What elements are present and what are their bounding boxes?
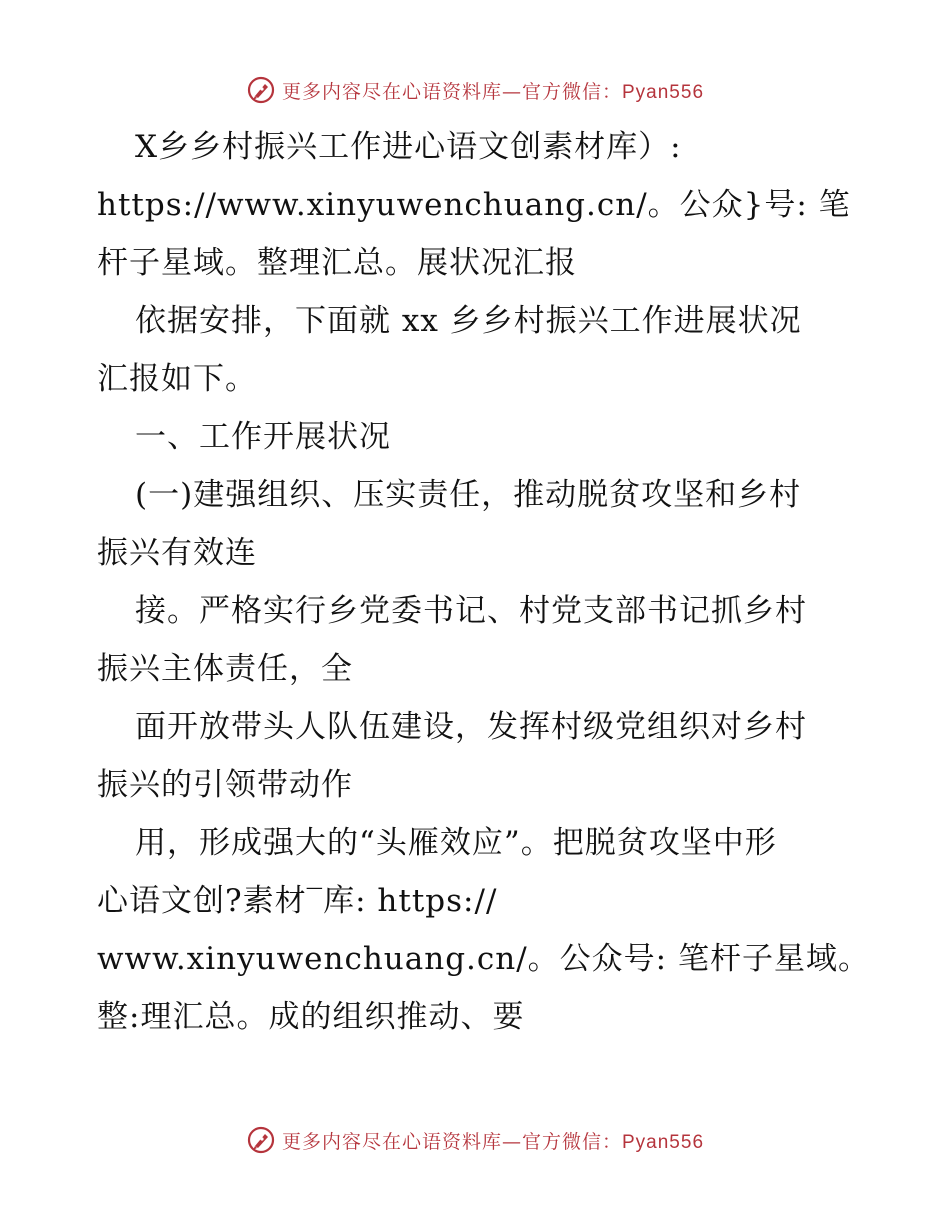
header-watermark xyxy=(0,70,950,110)
text-line: 接。严格实行乡党委书记、村党支部书记抓乡村 xyxy=(135,593,807,629)
text-line: 面开放带头人队伍建设，发挥村级党组织对乡村 xyxy=(135,709,807,745)
banner-text: 更多内容尽在心语资料库—官方微信： xyxy=(281,80,622,103)
text-line: 振兴主体责任，全 xyxy=(97,651,353,687)
text-line: www.xinyuwenchuang.cn/。公众号: 笔杆子星域。 xyxy=(97,941,870,977)
banner-text: 更多内容尽在心语资料库—官方微信： xyxy=(281,1130,622,1153)
subsection-heading: (一)建强组织、压实责任，推动脱贫攻坚和乡村 xyxy=(135,477,802,513)
pen-nib-logo-icon xyxy=(246,75,276,105)
text-line: 依据安排，下面就 xx 乡乡村振兴工作进展状况 xyxy=(135,303,802,339)
banner-contact: Pyan556 xyxy=(622,1131,705,1153)
section-heading: 一、工作开展状况 xyxy=(135,419,391,455)
document-body xyxy=(97,118,870,1046)
text-line: https://www.xinyuwenchuang.cn/。公众}号: 笔 xyxy=(97,187,851,223)
text-line: 振兴的引领带动作 xyxy=(97,767,353,803)
text-line: 杆子星域。整理汇总。展状况汇报 xyxy=(97,245,577,281)
footer-watermark xyxy=(0,1120,950,1160)
text-line: 用，形成强大的“头雁效应”。把脱贫攻坚中形 xyxy=(135,825,777,861)
text-line: X乡乡村振兴工作进心语文创素材库）: xyxy=(135,129,682,165)
text-line: 振兴有效连 xyxy=(97,535,257,571)
banner-contact: Pyan556 xyxy=(622,81,705,103)
text-line: 整:理汇总。成的组织推动、要 xyxy=(97,999,525,1035)
pen-nib-logo-icon xyxy=(246,1125,276,1155)
text-line: 心语文创?素材‾库: https:// xyxy=(97,883,498,919)
text-line: 汇报如下。 xyxy=(97,361,257,397)
